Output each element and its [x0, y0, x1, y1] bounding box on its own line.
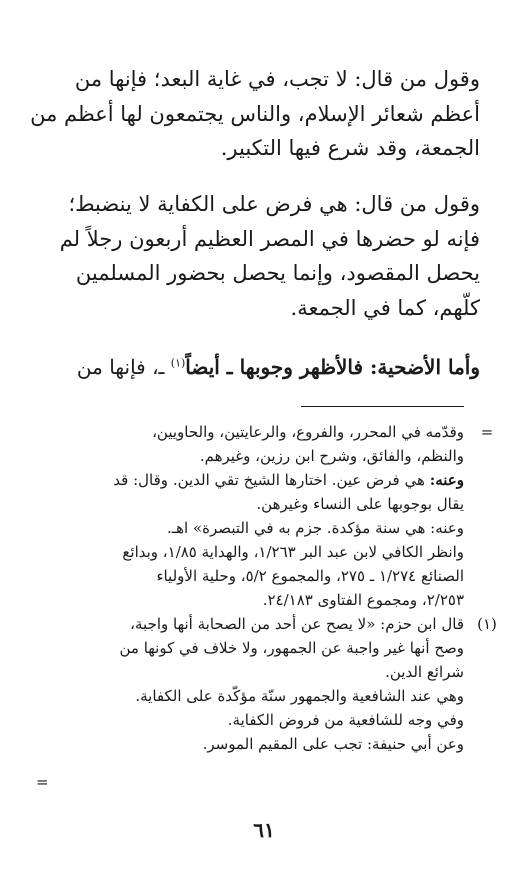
footnote-separator	[301, 406, 464, 407]
page-number: ٦١	[253, 818, 275, 842]
paragraph-collective-duty	[50, 187, 480, 325]
footnote-line: وعن أبي حنيفة: تجب على المقيم الموسر.	[202, 735, 464, 753]
footnote-line: وفي وجه للشافعية من فروض الكفاية.	[227, 711, 464, 729]
footnote-continuation	[40, 420, 502, 612]
footnotes-section	[40, 420, 502, 756]
continues-marker: =	[36, 773, 49, 791]
footnote-line: وانظر الكافي لابن عبد البر ١/٢٦٣، والهداية ١/٨٥، وبدائع	[122, 543, 464, 561]
footnote-line: وقدّمه في المحرر، والفروع، والرعايتين، والحاويين،	[152, 423, 464, 441]
footnote-1	[40, 612, 502, 756]
footnote-line: قال ابن حزم: «لا يصح عن أحد من الصحابة أنها واجبة،	[130, 615, 464, 633]
footnote-line: الصنائع ١/٢٧٤ ـ ٢٧٥، والمجموع ٥/٢، وحلية الأولياء	[156, 567, 464, 585]
footnote-line: وعنه: هي سنة مؤكدة. جزم به في التبصرة» اهـ.	[166, 519, 464, 537]
heading-bold-text: وأما الأضحية: فالأظهر وجوبها ـ أيضاً	[185, 355, 480, 379]
text-line: فإنه لو حضرها في المصر العظيم أربعون رجلاً لم	[59, 226, 480, 251]
text-line: الجمعة، وقد شرع فيها التكبير.	[220, 136, 480, 160]
text-line: وقول من قال: لا تجب، في غاية البعد؛ فإنها من	[74, 67, 480, 91]
footnote-line-text: هي فرض عين. اختارها الشيخ تقي الدين. وقال: قد	[113, 471, 430, 489]
heading-rest-text: ـ، فإنها من	[76, 355, 171, 379]
footnote-line: وهي عند الشافعية والجمهور سنّة مؤكّدة على الكفاية.	[135, 687, 464, 705]
footnote-bold-label: وعنه:	[429, 471, 464, 489]
footnote-reference: (١)	[170, 356, 186, 370]
footnote-line: والنظم، والفائق، وشرح ابن رزين، وغيرهم.	[199, 447, 464, 465]
paragraph-eid-prayer	[30, 62, 480, 166]
footnote-line: وصح أنها غير واجبة عن الجمهور، ولا خلاف في كونها من	[119, 639, 464, 657]
continuation-marker: =	[480, 423, 494, 441]
text-line: يحصل المقصود، وإنما يحصل بحضور المسلمين	[75, 261, 480, 285]
footnote-line	[40, 468, 464, 492]
footnote-line: شرائع الدين.	[385, 663, 464, 681]
text-line: كلّهم، كما في الجمعة.	[290, 295, 480, 320]
section-heading-udhiyah	[50, 352, 480, 382]
footnote-line: يقال بوجوبها على النساء وغيرهن.	[256, 495, 464, 513]
footnote-number: (١)	[477, 615, 497, 633]
text-line: أعظم شعائر الإسلام، والناس يجتمعون لها أعظم من	[30, 101, 480, 126]
text-line: وقول من قال: هي فرض على الكفاية لا ينضبط؛	[68, 192, 480, 216]
footnote-line: ٢/٢٥٣، ومجموع الفتاوى ٢٤/١٨٣.	[262, 591, 464, 609]
